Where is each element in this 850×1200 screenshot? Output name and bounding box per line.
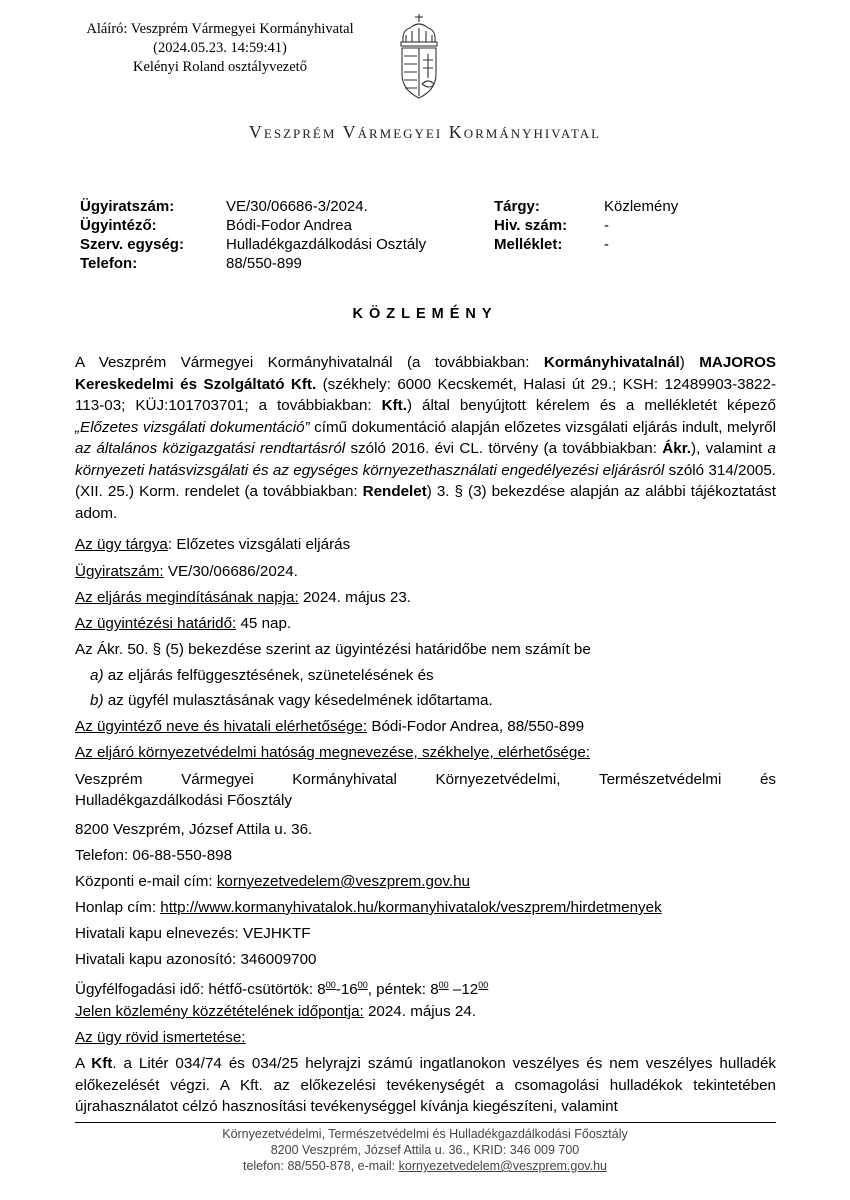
authority-email-line bbox=[75, 871, 470, 892]
hours-superscript: 00 bbox=[438, 980, 449, 990]
hours-superscript: 00 bbox=[478, 980, 489, 990]
authority-word: Kormányhivatal bbox=[292, 771, 397, 788]
list-marker: b) bbox=[90, 692, 104, 709]
authority-word: Környezetvédelmi, bbox=[435, 771, 561, 788]
meta-row-officer bbox=[80, 216, 426, 235]
intro-italic: a környezeti hatásvizsgálati és az egységes környezethasználati engedélyezési eljárásról bbox=[75, 440, 776, 479]
meta-row-case-number bbox=[80, 197, 426, 216]
website-link[interactable]: http://www.kormanyhivatalok.hu/kormanyhivatalok/veszprem/hirdetmenyek bbox=[160, 899, 662, 916]
officer-line bbox=[75, 716, 584, 737]
meta-value: Hulladékgazdálkodási Osztály bbox=[226, 236, 427, 253]
meta-label: Ügyiratszám: bbox=[80, 198, 175, 215]
meta-row-unit bbox=[80, 235, 426, 254]
deadline-item-a bbox=[90, 665, 434, 686]
footer-email-link[interactable]: kornyezetvedelem@veszprem.gov.hu bbox=[398, 1159, 608, 1173]
intro-text: szóló 314/2005. (XII. 25.) Korm. rendelet (a továbbiakban: bbox=[75, 461, 777, 500]
officer-label: Az ügyintéző neve és hivatali elérhetősége: bbox=[75, 718, 368, 735]
deadline-label: Az ügyintézési határidő: bbox=[75, 615, 237, 632]
publication-line bbox=[75, 1001, 476, 1022]
document-title: KÖZLEMÉNY bbox=[352, 306, 498, 322]
publication-label: Jelen közlemény közzétételének időpontja: bbox=[75, 1003, 364, 1020]
start-date-label: Az eljárás megindításának napja: bbox=[75, 589, 299, 606]
case-number-value: VE/30/06686/2024. bbox=[163, 563, 298, 580]
meta-row-subject bbox=[494, 197, 678, 216]
footer-divider bbox=[75, 1122, 776, 1123]
intro-text: című dokumentáció alapján előzetes vizsgálati eljárás indult, melyről bbox=[309, 418, 777, 436]
opening-hours bbox=[75, 975, 488, 1000]
intro-bold: Rendelet bbox=[362, 483, 427, 500]
meta-label: Tárgy: bbox=[494, 198, 540, 215]
website-label: Honlap cím: bbox=[75, 899, 161, 916]
authority-word: és bbox=[759, 771, 776, 788]
authority-name-line-1 bbox=[75, 769, 776, 790]
meta-value: Bódi-Fodor Andrea bbox=[226, 217, 352, 234]
meta-value: - bbox=[604, 236, 609, 253]
meta-row-attachment bbox=[494, 235, 678, 254]
authority-phone: Telefon: 06-88-550-898 bbox=[75, 847, 233, 864]
intro-italic: az általános közigazgatási rendtartásról bbox=[75, 440, 346, 457]
list-item-text: az ügyfél mulasztásának vagy késedelmének időtartama. bbox=[103, 692, 493, 709]
intro-bold: Kormányhivatalnál bbox=[543, 354, 680, 371]
signature-signer: Kelényi Roland osztályvezető bbox=[133, 59, 307, 75]
authority-heading: Az eljáró környezetvédelmi hatóság megnevezése, székhelye, elérhetősége: bbox=[75, 744, 590, 761]
signature-line-1: Aláíró: Veszprém Vármegyei Kormányhivatal bbox=[86, 21, 354, 37]
authority-website-line bbox=[75, 897, 662, 918]
deadline-value: 45 nap. bbox=[236, 615, 292, 632]
meta-value: Közlemény bbox=[604, 198, 679, 215]
hours-text: Ügyfélfogadási idő: hétfő-csütörtök: 8 bbox=[75, 981, 326, 999]
meta-value: VE/30/06686-3/2024. bbox=[226, 198, 368, 215]
company-name: MAJOROS Kereskedelmi és Szolgáltató Kft. bbox=[75, 354, 777, 393]
footer-contact-text: telefon: 88/550-878, e-mail: bbox=[242, 1159, 399, 1173]
meta-label: Szerv. egység: bbox=[80, 236, 184, 253]
hours-text: -16 bbox=[335, 981, 358, 999]
hours-text: –12 bbox=[448, 981, 479, 999]
coat-of-arms-icon bbox=[396, 12, 442, 102]
summary-text: A bbox=[75, 1055, 92, 1072]
footer-address: 8200 Veszprém, József Attila u. 36., KRID: 346 009 700 bbox=[270, 1143, 580, 1157]
deadline-item-b bbox=[90, 690, 493, 711]
officer-value: Bódi-Fodor Andrea, 88/550-899 bbox=[367, 718, 585, 735]
meta-label: Ügyintéző: bbox=[80, 217, 157, 234]
signature-block bbox=[40, 20, 400, 77]
summary-text: . a Litér 034/74 és 034/25 helyrajzi számú ingatlanokon veszélyes és nem veszélyes hulladék előkezelését végzi. A Kft. az előkezelési tevékenységét a csomagolási hulladékok tekintetében újrahasználatot célzó hasznosítási tevékenységgel kívánja kiegészíteni, valamint bbox=[75, 1055, 776, 1115]
hours-text: , péntek: 8 bbox=[367, 981, 439, 999]
meta-row-reference bbox=[494, 216, 678, 235]
intro-text: ) bbox=[679, 354, 700, 371]
intro-text: ), valamint bbox=[691, 440, 768, 457]
intro-paragraph bbox=[75, 352, 776, 524]
start-date-value: 2024. május 23. bbox=[298, 589, 412, 606]
case-number-label: Ügyiratszám: bbox=[75, 563, 164, 580]
list-item-text: az eljárás felfüggesztésének, szünetelésének és bbox=[103, 667, 434, 684]
summary-paragraph bbox=[75, 1053, 776, 1118]
authority-word: Veszprém bbox=[75, 771, 143, 788]
email-link[interactable]: kornyezetvedelem@veszprem.gov.hu bbox=[216, 873, 471, 890]
subject-line bbox=[75, 534, 350, 555]
meta-label: Hiv. szám: bbox=[494, 217, 568, 234]
case-number-line bbox=[75, 561, 298, 582]
summary-bold: Kft bbox=[91, 1055, 113, 1072]
footer-department: Környezetvédelmi, Természetvédelmi és Hulladékgazdálkodási Főosztály bbox=[222, 1127, 628, 1141]
meta-value: 88/550-899 bbox=[226, 255, 302, 272]
hours-superscript: 00 bbox=[357, 980, 368, 990]
summary-heading: Az ügy rövid ismertetése: bbox=[75, 1029, 246, 1046]
publication-value: 2024. május 24. bbox=[363, 1003, 477, 1020]
deadline-note: Az Ákr. 50. § (5) bekezdése szerint az ügyintézési határidőbe nem számít be bbox=[75, 641, 591, 658]
office-name: Veszprém Vármegyei Kormányhivatal bbox=[248, 122, 602, 142]
footer bbox=[0, 1126, 850, 1174]
meta-right bbox=[494, 197, 678, 254]
intro-text: ) 3. § (3) bekezdése alapján az alábbi tájékoztatást adom. bbox=[75, 483, 776, 522]
meta-label: Telefon: bbox=[80, 255, 138, 272]
intro-text: (székhely: 6000 Kecskemét, Halasi út 29.; KSH: 12489903-3822-113-03; KÜJ:101703701; a továbbiakban: bbox=[75, 375, 777, 414]
deadline-line bbox=[75, 613, 291, 634]
email-label: Központi e-mail cím: bbox=[75, 873, 217, 890]
authority-name-line-2: Hulladékgazdálkodási Főosztály bbox=[75, 792, 292, 809]
authority-word: Vármegyei bbox=[181, 771, 254, 788]
subject-value: : Előzetes vizsgálati eljárás bbox=[167, 536, 351, 553]
footer-contact bbox=[0, 1158, 850, 1174]
list-marker: a) bbox=[90, 667, 104, 684]
intro-text: ) által benyújtott kérelem és a mellékletét képező bbox=[406, 397, 776, 414]
intro-text: A Veszprém Vármegyei Kormányhivatalnál (a továbbiakban: bbox=[75, 354, 544, 371]
meta-row-phone bbox=[80, 254, 426, 273]
intro-bold: Kft. bbox=[381, 397, 407, 414]
authority-name bbox=[75, 769, 776, 790]
meta-label: Melléklet: bbox=[494, 236, 563, 253]
gate-id: Hivatali kapu azonosító: 346009700 bbox=[75, 951, 317, 968]
meta-value: - bbox=[604, 217, 609, 234]
subject-label: Az ügy tárgya bbox=[75, 536, 168, 553]
hours-superscript: 00 bbox=[325, 980, 336, 990]
intro-italic: „Előzetes vizsgálati dokumentáció” bbox=[75, 418, 310, 436]
start-date-line bbox=[75, 587, 411, 608]
intro-text: szóló 2016. évi CL. törvény (a továbbiakban: bbox=[345, 440, 663, 457]
authority-address: 8200 Veszprém, József Attila u. 36. bbox=[75, 821, 313, 838]
signature-timestamp: (2024.05.23. 14:59:41) bbox=[153, 40, 287, 56]
authority-word: Természetvédelmi bbox=[599, 771, 722, 788]
intro-bold: Ákr. bbox=[662, 440, 692, 457]
meta-left bbox=[80, 197, 426, 273]
gate-name: Hivatali kapu elnevezés: VEJHKTF bbox=[75, 925, 311, 942]
